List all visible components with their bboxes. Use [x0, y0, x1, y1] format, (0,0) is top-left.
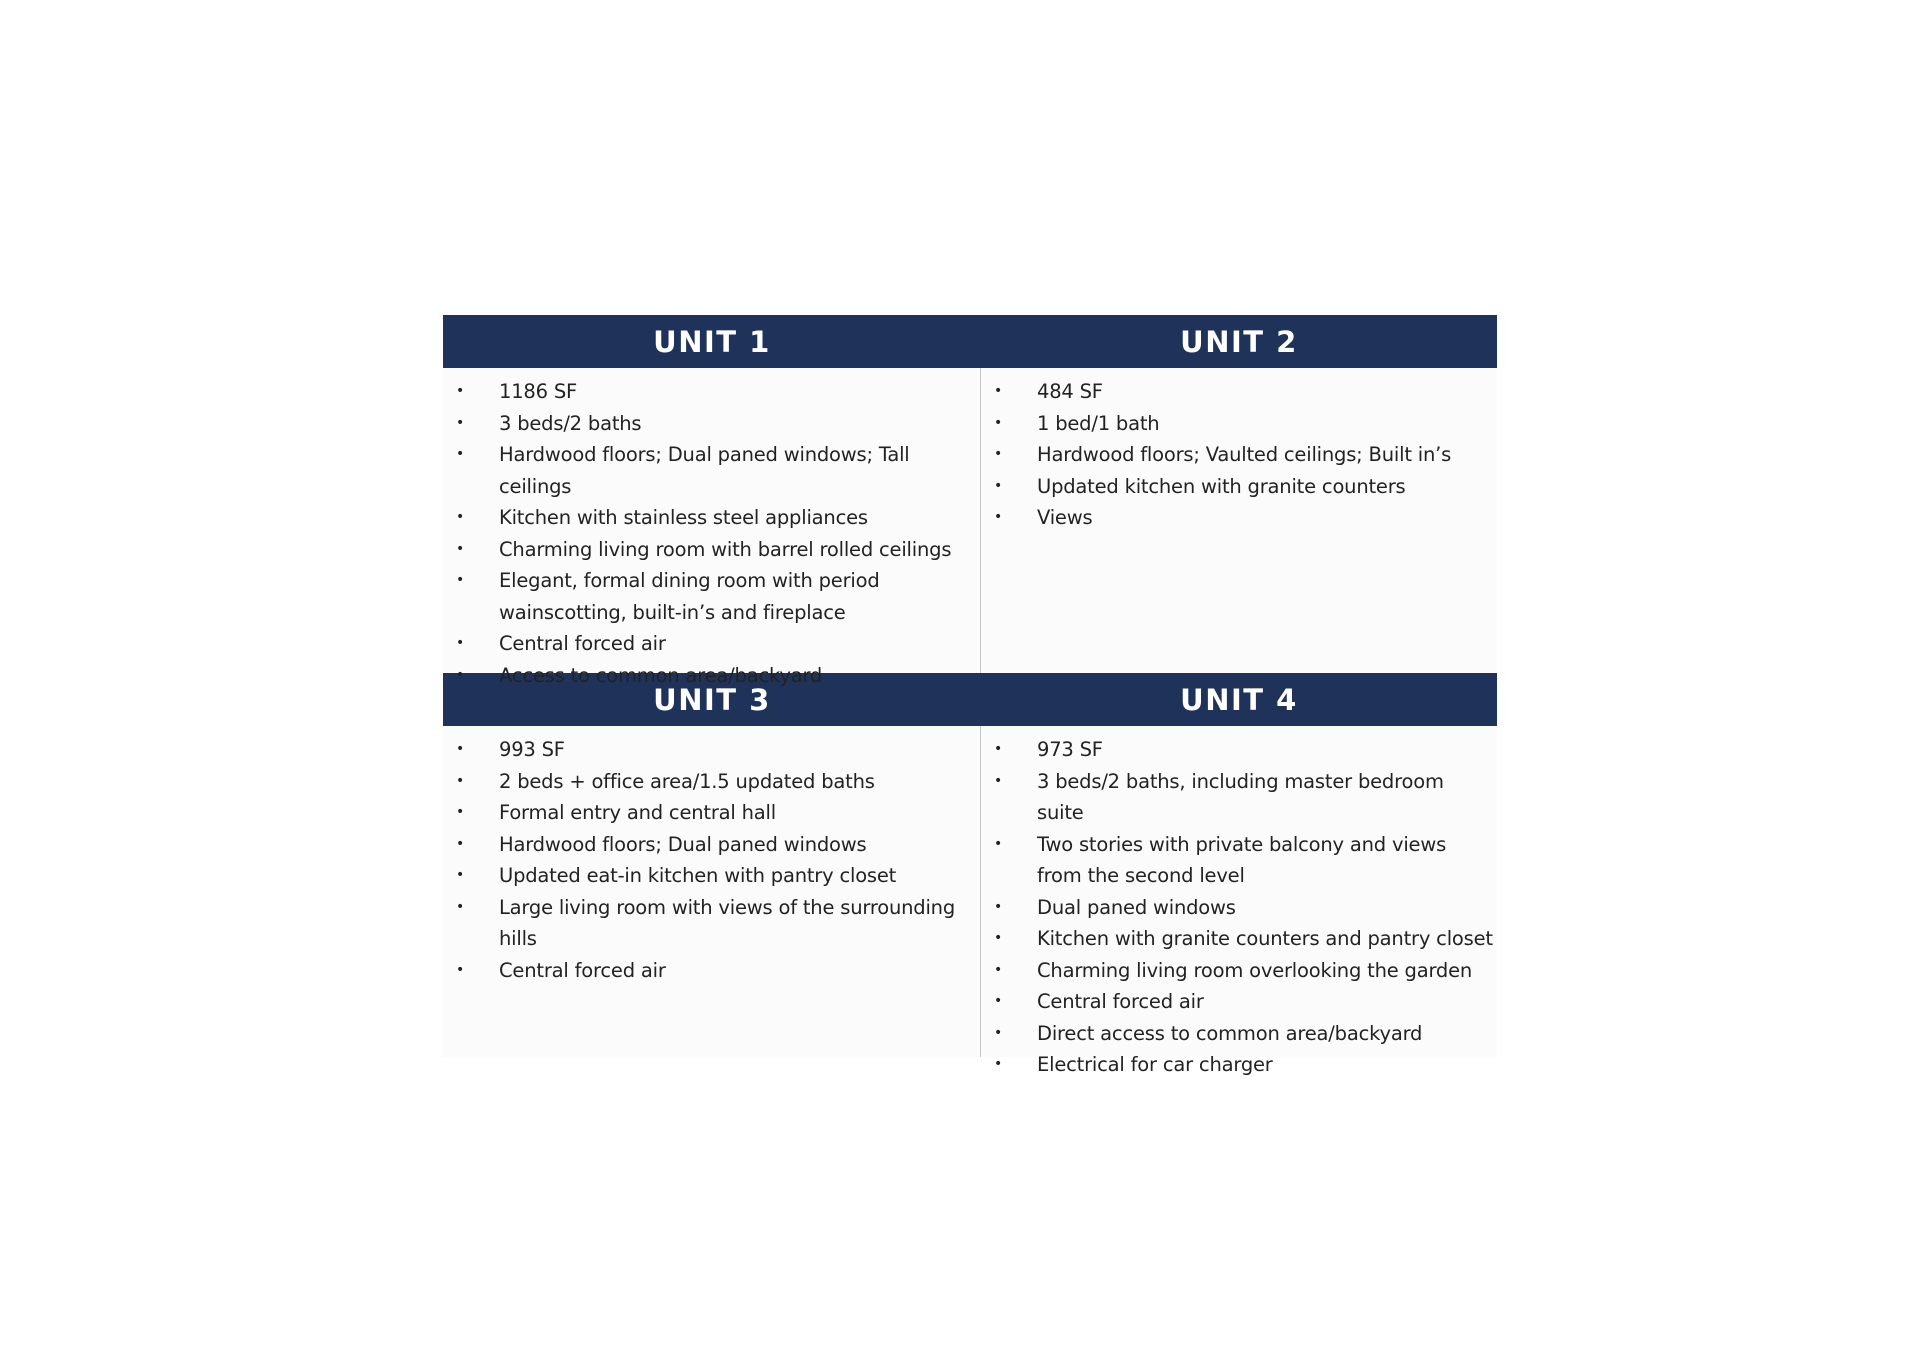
feature-item — [981, 892, 1497, 924]
feature-item — [443, 376, 980, 408]
feature-item — [443, 734, 980, 766]
unit-1-body — [443, 368, 981, 687]
feature-text: Large living room with views of the surrounding hills — [499, 895, 956, 950]
feature-item — [443, 892, 980, 955]
bullet-icon: • — [994, 961, 1003, 978]
feature-item — [443, 439, 980, 502]
unit-3-feature-list — [443, 734, 980, 986]
bullet-icon: • — [994, 898, 1003, 915]
unit-1-feature-list — [443, 376, 980, 691]
feature-item — [981, 502, 1497, 534]
feature-text: Hardwood floors; Vaulted ceilings; Built in’s — [1037, 443, 1452, 466]
bullet-icon: • — [456, 414, 465, 431]
bullet-icon: • — [994, 509, 1003, 525]
feature-item — [981, 408, 1497, 440]
bullet-icon: • — [994, 414, 1003, 431]
feature-text: 973 SF — [1037, 738, 1103, 761]
feature-text: 3 beds/2 baths — [499, 411, 642, 435]
feature-text: 2 beds + office area/1.5 updated baths — [499, 769, 875, 793]
feature-text: 1 bed/1 bath — [1037, 411, 1160, 435]
feature-item — [981, 923, 1497, 955]
feature-text: Kitchen with granite counters and pantry closet — [1037, 927, 1493, 950]
feature-item — [981, 766, 1497, 829]
unit-4-feature-list — [981, 734, 1497, 1081]
feature-text: Elegant, formal dining room with period wainscotting, built-in’s and fireplace — [499, 569, 880, 624]
feature-item — [443, 628, 980, 660]
feature-item — [981, 376, 1497, 408]
bullet-icon: • — [456, 835, 465, 852]
bullet-icon: • — [456, 666, 465, 683]
feature-text: Two stories with private balcony and views from the second level — [1037, 832, 1447, 887]
unit-4-header: UNIT 4 — [1180, 682, 1298, 717]
feature-item — [981, 1049, 1497, 1081]
bullet-icon: • — [456, 961, 465, 978]
bullet-icon: • — [456, 383, 465, 399]
feature-item — [443, 955, 980, 987]
bullet-icon: • — [456, 540, 465, 557]
feature-text: 993 SF — [499, 738, 565, 761]
bullet-icon: • — [994, 741, 1003, 757]
bullet-icon: • — [994, 930, 1003, 946]
bullet-icon: • — [994, 1056, 1003, 1072]
feature-text: 484 SF — [1037, 380, 1103, 403]
feature-item — [981, 986, 1497, 1018]
bullet-icon: • — [994, 993, 1003, 1009]
bullet-icon: • — [456, 635, 465, 651]
feature-text: Direct access to common area/backyard — [1037, 1021, 1423, 1045]
feature-text: Central forced air — [499, 958, 666, 982]
feature-text: Updated eat-in kitchen with pantry closet — [499, 864, 897, 887]
feature-item — [443, 660, 980, 692]
feature-text: Central forced air — [499, 632, 666, 655]
feature-text: 3 beds/2 baths, including master bedroom suite — [1037, 769, 1444, 824]
feature-item — [443, 860, 980, 892]
unit-3-body — [443, 726, 981, 1057]
bullet-icon: • — [994, 383, 1003, 399]
feature-text: Central forced air — [1037, 990, 1204, 1013]
feature-item — [443, 766, 980, 798]
feature-item — [981, 829, 1497, 892]
unit-2-header: UNIT 2 — [1180, 324, 1298, 359]
unit-2-body — [981, 368, 1497, 673]
bullet-icon: • — [456, 446, 465, 462]
feature-text: Hardwood floors; Dual paned windows; Tall ceilings — [499, 443, 910, 498]
bullet-icon: • — [456, 867, 465, 883]
unit-2-feature-list — [981, 376, 1497, 534]
body-row-bottom — [443, 726, 1497, 1076]
feature-text: Views — [1037, 506, 1093, 529]
unit-3-header: UNIT 3 — [653, 682, 771, 717]
feature-item — [443, 797, 980, 829]
feature-item — [443, 408, 980, 440]
feature-text: Charming living room with barrel rolled ceilings — [499, 537, 952, 561]
feature-item — [443, 565, 980, 628]
bullet-icon: • — [456, 741, 465, 757]
feature-item — [981, 1018, 1497, 1050]
feature-item — [443, 502, 980, 534]
feature-item — [443, 534, 980, 566]
bullet-icon: • — [456, 898, 465, 915]
feature-text: 1186 SF — [499, 380, 578, 403]
bullet-icon: • — [456, 572, 465, 588]
feature-item — [981, 734, 1497, 766]
feature-item — [981, 955, 1497, 987]
feature-item — [443, 829, 980, 861]
body-row-top — [443, 368, 1497, 687]
bullet-icon: • — [994, 835, 1003, 852]
bullet-icon: • — [456, 509, 465, 525]
bullet-icon: • — [994, 477, 1003, 494]
bullet-icon: • — [456, 804, 465, 820]
feature-item — [981, 471, 1497, 503]
units-table — [443, 315, 1497, 1076]
feature-text: Electrical for car charger — [1037, 1053, 1273, 1076]
feature-text: Charming living room overlooking the garden — [1037, 958, 1473, 982]
feature-text: Hardwood floors; Dual paned windows — [499, 832, 867, 856]
feature-text: Updated kitchen with granite counters — [1037, 474, 1406, 498]
bullet-icon: • — [994, 772, 1003, 789]
unit-1-header: UNIT 1 — [653, 324, 771, 359]
unit-4-body — [981, 726, 1497, 1076]
feature-text: Kitchen with stainless steel appliances — [499, 506, 868, 529]
feature-text: Dual paned windows — [1037, 895, 1236, 919]
feature-text: Access to common area/backyard — [499, 663, 823, 687]
bullet-icon: • — [994, 1024, 1003, 1041]
feature-text: Formal entry and central hall — [499, 801, 776, 824]
feature-item — [981, 439, 1497, 471]
bullet-icon: • — [456, 772, 465, 789]
header-row-top — [443, 315, 1497, 368]
bullet-icon: • — [994, 446, 1003, 462]
